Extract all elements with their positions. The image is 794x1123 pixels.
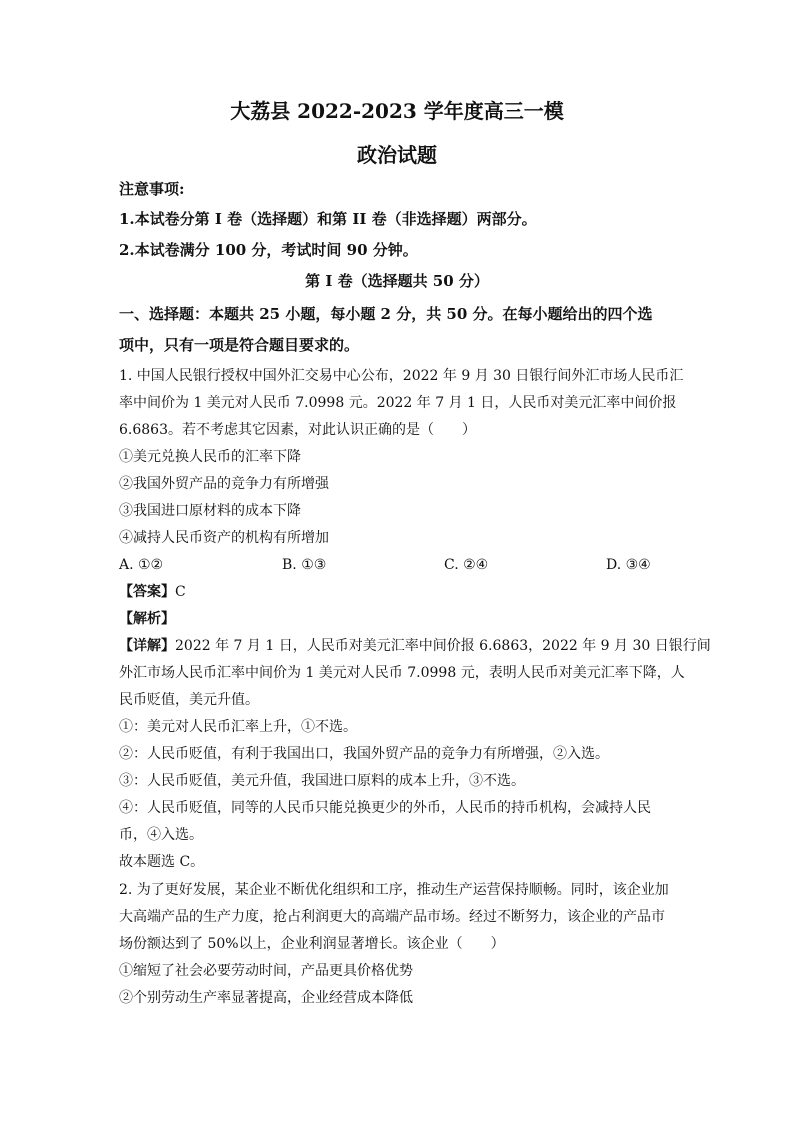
- q1-stem-line-1: 1. 中国人民银行授权中国外汇交易中心公布，2022 年 9 月 30 日银行间外汇市场人民币汇: [119, 368, 684, 384]
- answer-value: C: [175, 584, 186, 600]
- q1-explain-3: ③：人民币贬值，美元升值，我国进口原料的成本上升，③不选。: [119, 773, 525, 789]
- q1-explain-1: ①：美元对人民币汇率上升，①不选。: [119, 719, 357, 735]
- part1-instruction-line-2: 项中，只有一项是符合题目要求的。: [119, 336, 360, 354]
- q1-detail-line-3: 民币贬值，美元升值。: [119, 692, 259, 708]
- q1-option-c: C. ②④: [444, 557, 489, 573]
- answer-tag: 【答案】: [119, 584, 175, 600]
- q2-stem-line-1: 2. 为了更好发展，某企业不断优化组织和工序，推动生产运营保持顺畅。同时，该企业加: [119, 882, 669, 898]
- q2-statement-2: ②个别劳动生产率显著提高，企业经营成本降低: [119, 990, 413, 1006]
- q1-detail-line-1: [119, 636, 711, 656]
- q1-stem-line-3: 6.6863。若不考虑其它因素，对此认识正确的是（ ）: [119, 422, 476, 438]
- exam-subtitle: 政治试题: [357, 143, 437, 167]
- q1-explain-4-line-1: ④：人民币贬值，同等的人民币只能兑换更少的外币，人民币的持币机构，会减持人民: [119, 800, 651, 816]
- q1-statement-2: ②我国外贸产品的竞争力有所增强: [119, 476, 329, 492]
- q1-statement-4: ④减持人民币资产的机构有所增加: [119, 530, 329, 546]
- q1-explain-4-line-2: 币，④入选。: [119, 827, 203, 843]
- q1-conclusion: 故本题选 C。: [119, 854, 205, 870]
- q1-statement-1: ①美元兑换人民币的汇率下降: [119, 449, 301, 465]
- detail-text-1: 2022 年 7 月 1 日，人民币对美元汇率中间价报 6.6863，2022 年 9 月 30 日银行间: [175, 638, 711, 654]
- q1-explain-2: ②：人民币贬值，有利于我国出口，我国外贸产品的竞争力有所增强，②入选。: [119, 746, 609, 762]
- q1-analysis-heading: [119, 609, 175, 629]
- q1-statement-3: ③我国进口原材料的成本下降: [119, 503, 301, 519]
- notice-item-1: 1.本试卷分第 I 卷（选择题）和第 II 卷（非选择题）两部分。: [119, 210, 537, 228]
- analysis-tag: 【解析】: [119, 611, 175, 627]
- q1-option-a: A. ①②: [119, 557, 164, 573]
- notice-item-2: 2.本试卷满分 100 分，考试时间 90 分钟。: [119, 241, 418, 259]
- q2-stem-line-3: 场份额达到了 50%以上，企业利润显著增长。该企业（ ）: [119, 936, 505, 952]
- q1-stem-line-2: 率中间价为 1 美元对人民币 7.0998 元。2022 年 7 月 1 日，人民币对美元汇率中间价报: [119, 395, 677, 411]
- notice-heading: 注意事项:: [119, 180, 185, 198]
- part1-heading: 第 I 卷（选择题共 50 分）: [305, 272, 489, 290]
- q1-option-d: D. ③④: [606, 557, 651, 573]
- q1-answer: [119, 582, 186, 602]
- detail-tag: 【详解】: [119, 638, 175, 654]
- part1-instruction-line-1: 一、选择题：本题共 25 小题，每小题 2 分，共 50 分。在每小题给出的四个选: [119, 305, 653, 323]
- q1-option-b: B. ①③: [282, 557, 327, 573]
- q1-detail-line-2: 外汇市场人民币汇率中间价为 1 美元对人民币 7.0998 元，表明人民币对美元汇率下降，人: [119, 665, 685, 681]
- q2-stem-line-2: 大高端产品的生产力度，抢占利润更大的高端产品市场。经过不断努力，该企业的产品市: [119, 909, 665, 925]
- exam-title: 大荔县 2022-2023 学年度高三一模: [230, 99, 564, 123]
- q2-statement-1: ①缩短了社会必要劳动时间，产品更具价格优势: [119, 963, 413, 979]
